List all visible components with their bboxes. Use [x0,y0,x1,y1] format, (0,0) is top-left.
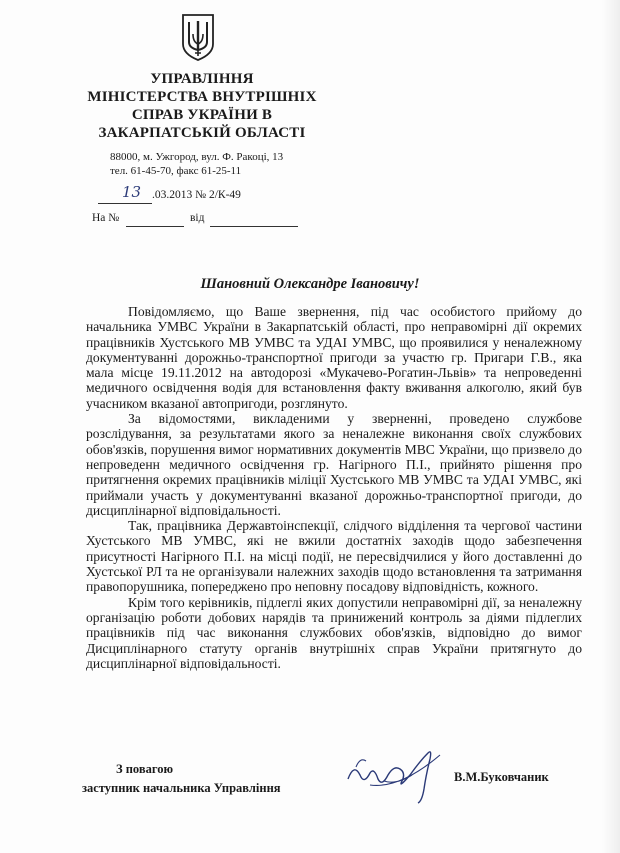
from-blank [210,226,298,227]
signer-name: В.М.Буковчаник [454,770,549,784]
on-number-label: На № [92,212,120,224]
org-line: МІНІСТЕРСТВА ВНУТРІШНІХ [87,89,317,105]
body-paragraph: Крім того керівників, підлеглі яких допустили неправомірні дії, за неналежну організацію роботи добових нарядів та принижений контроль за діями підлеглих працівників під час виконання службових обов'язків, відповідно до вимог Дисциплінарного статуту органів внутрішніх справ України притягнуто до дисциплінарної відповідальності. [86,594,582,671]
body-paragraph: Так, працівника Державтоінспекції, слідчого відділення та чергової частини Хустського МВ УМВС, які не вжили достатніх заходів щодо забезпечення присутності Нагірного П.І. на місці події, не пересвідчилися у його доставленні до Хустської РЛ та не організували належних заходів щодо встановлення та затримання правопорушника, попереджено про неповну посадову відповідність, кожного. [86,518,582,595]
handwritten-signature [340,745,450,807]
signer-position: заступник начальника Управління [82,781,281,795]
body-paragraph: За відомостями, викладеними у зверненні, проведено службове розслідування, за результатами якого за неналежне виконання своїх службових обов'язків, порушення вимог нормативних документів МВС України, що призвело до непроведенн медичного освідчення гр. Нагірного П.І., прийнято рішення про притягнення окремих працівників міліції Хустського МВ УМВС та УДАІ УМВС, які приймали участь у документуванні вказаної дорожньо-транспортної пригоди, до дисциплінарної відповідальності. [86,411,582,518]
handwritten-day: 13 [122,183,142,201]
on-number-blank [126,226,184,227]
registration-line [90,183,290,206]
date-underline [98,203,152,204]
closing-block [82,760,322,798]
salutation: Шановний Олександре Івановичу! [200,276,420,292]
letter-body [86,304,582,671]
organization-name [82,70,322,142]
org-line: ЗАКАРПАТСЬКІЙ ОБЛАСТІ [98,125,306,141]
reference-line [92,212,302,230]
registration-date-number: .03.2013 № 2/К-49 [152,189,241,201]
trident-emblem-icon [180,12,216,62]
scan-edge-shadow [602,0,620,853]
from-label: від [190,212,205,224]
org-line: СПРАВ УКРАЇНИ В [131,107,273,123]
organization-address [110,150,300,178]
body-paragraph: Повідомляємо, що Ваше звернення, під час особистого прийому до начальника УМВС України в Закарпатській області, про неправомірні дії окремих працівників Хустського МВ УМВС та УДАІ УМВС, що проявилися у неналежному документуванні дорожньо-транспортної пригоди за участю гр. Пригари Г.В., яка мала місце 19.11.2012 на автодорозі «Мукачево-Рогатин-Львів» та непроведенні медичного освідчення водія для встановлення факту вживання алкоголю, який був учасником вказаної автопригоди, розглянуто. [86,304,582,411]
phone-fax-line: тел. 61-45-70, факс 61-25-11 [110,165,242,177]
address-line: 88000, м. Ужгород, вул. Ф. Ракоці, 13 [110,151,284,163]
regards-text: З повагою [116,762,174,776]
org-line: УПРАВЛІННЯ [150,71,254,87]
